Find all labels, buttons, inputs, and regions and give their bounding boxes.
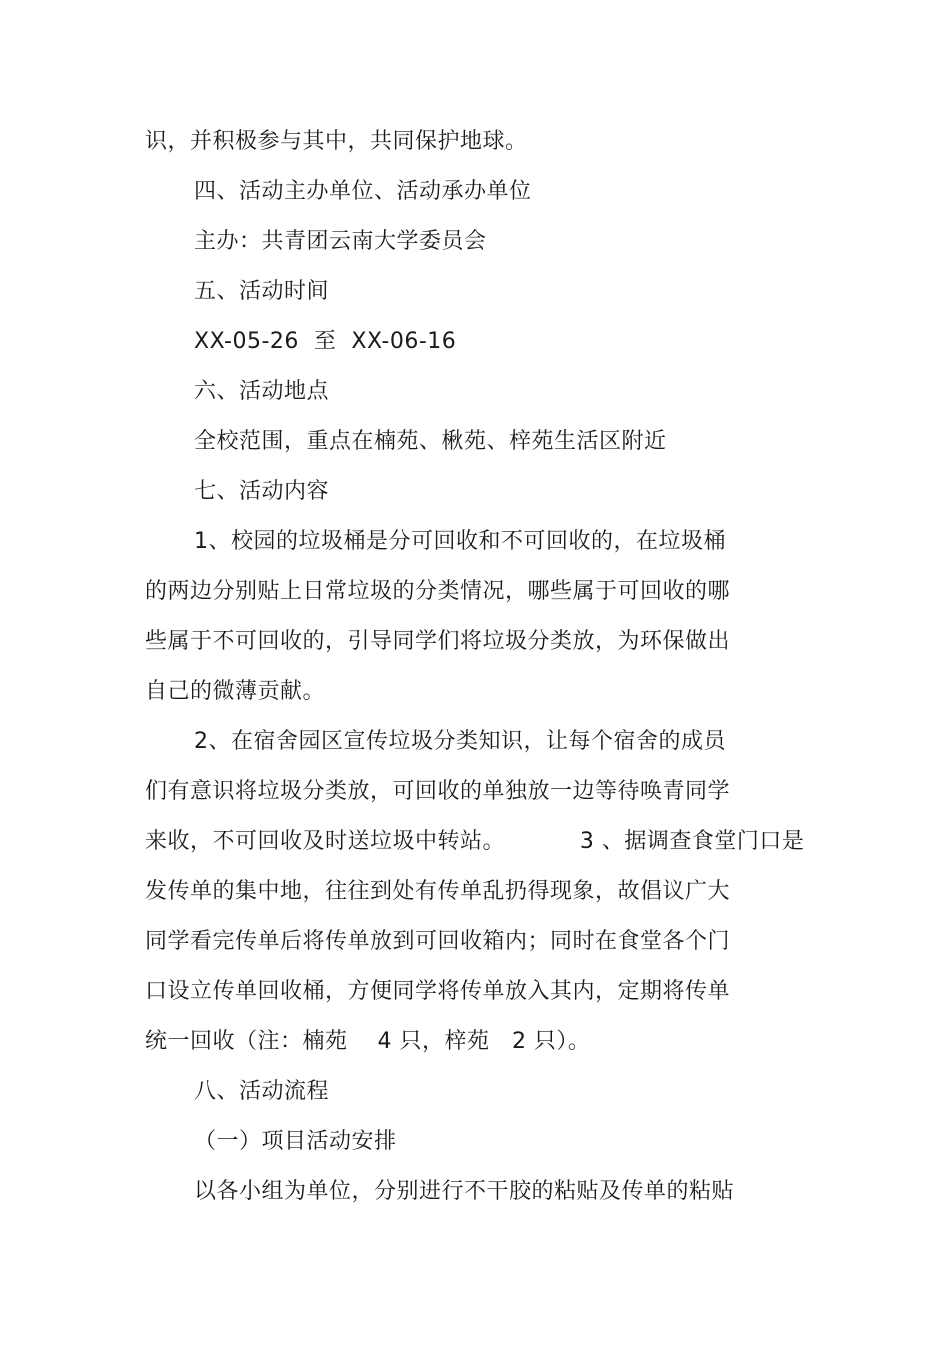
paragraph-2-line-2: 们有意识将垃圾分类放，可回收的单独放一边等待唤青同学 bbox=[145, 779, 731, 804]
text-line-location: 全校范围，重点在楠苑、楸苑、梓苑生活区附近 bbox=[194, 429, 667, 454]
paragraph-1-line-4: 自己的微薄贡献。 bbox=[145, 679, 326, 704]
paragraph-1-line-1: 1、校园的垃圾桶是分可回收和不可回收的，在垃圾桶 bbox=[194, 529, 726, 554]
paragraph-1-line-2: 的两边分别贴上日常垃圾的分类情况，哪些属于可回收的哪 bbox=[145, 579, 731, 604]
paragraph-3-line-4: 口设立传单回收桶，方便同学将传单放入其内，定期将传单 bbox=[145, 979, 731, 1004]
text-line-organizer: 主办：共青团云南大学委员会 bbox=[194, 229, 487, 254]
section-heading-5: 五、活动时间 bbox=[194, 279, 330, 304]
paragraph-3-line-5: 统一回收（注：楠苑 4 只，梓苑 2 只）。 bbox=[145, 1029, 591, 1054]
paragraph-3-line-3: 同学看完传单后将传单放到可回收箱内；同时在食堂各个门 bbox=[145, 929, 731, 954]
section-heading-7: 七、活动内容 bbox=[194, 479, 330, 504]
section-heading-6: 六、活动地点 bbox=[194, 379, 330, 404]
section-heading-8: 八、活动流程 bbox=[194, 1079, 330, 1104]
text-line-1: 识，并积极参与其中，共同保护地球。 bbox=[145, 129, 528, 154]
subsection-heading-1: （一）项目活动安排 bbox=[194, 1129, 397, 1154]
paragraph-4-line-1: 以各小组为单位，分别进行不干胶的粘贴及传单的粘贴 bbox=[194, 1179, 735, 1204]
paragraph-2-line-1: 2、在宿舍园区宣传垃圾分类知识，让每个宿舍的成员 bbox=[194, 729, 726, 754]
text-line-dates: XX-05-26 至 XX-06-16 bbox=[194, 329, 457, 354]
paragraph-1-line-3: 些属于不可回收的，引导同学们将垃圾分类放，为环保做出 bbox=[145, 629, 731, 654]
section-heading-4: 四、活动主办单位、活动承办单位 bbox=[194, 179, 532, 204]
paragraph-2-line-3: 来收，不可回收及时送垃圾中转站。 3 、据调查食堂门口是 bbox=[145, 829, 805, 854]
paragraph-3-line-2: 发传单的集中地，往往到处有传单乱扔得现象，故倡议广大 bbox=[145, 879, 731, 904]
